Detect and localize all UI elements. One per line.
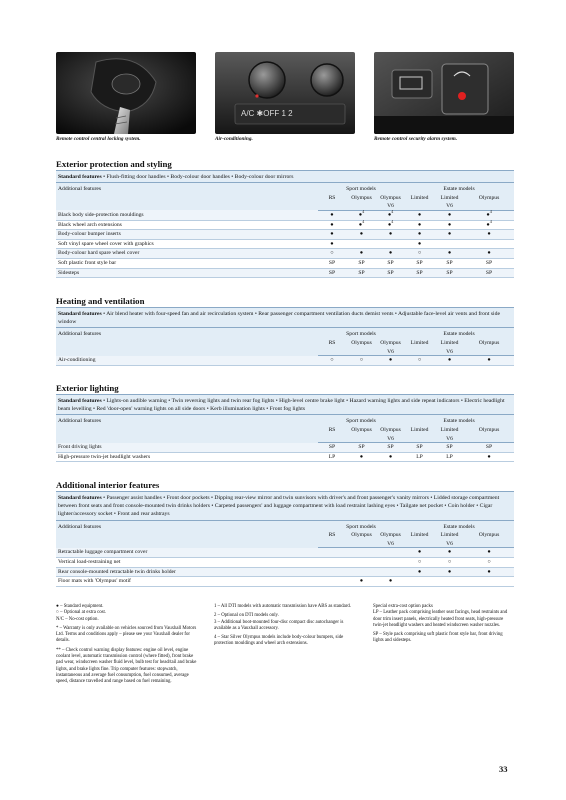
col-v6-suffix: V6 [377, 347, 404, 356]
feature-cell [404, 577, 435, 587]
col-rs: RS [328, 532, 336, 539]
col-v6-suffix: V6 [435, 434, 464, 443]
feature-value: ● [358, 221, 363, 228]
feature-cell [404, 239, 435, 249]
feature-cell [346, 567, 377, 577]
feature-cell [464, 258, 514, 268]
feature-value: ● [387, 211, 392, 218]
feature-label: Retractable luggage compartment cover [56, 548, 318, 558]
feature-cell [318, 249, 346, 259]
photo-remote-key [56, 52, 196, 134]
feature-cell [346, 239, 377, 249]
estate-models-header: Estate models [443, 186, 475, 193]
feature-cell [435, 577, 464, 587]
col-limited-v6: Limited [440, 340, 459, 346]
feature-cell [464, 268, 514, 278]
col-rs: RS [328, 194, 336, 201]
feature-label: High-pressure twin-jet headlight washers [56, 452, 318, 462]
feature-cell [318, 220, 346, 230]
features-table [56, 328, 514, 365]
feature-cell [346, 452, 377, 462]
feature-cell [318, 557, 346, 567]
estate-models-header: Estate models [443, 331, 475, 338]
col-v6-suffix: V6 [435, 201, 464, 210]
table-row [56, 230, 514, 240]
feature-cell [318, 548, 346, 558]
table-row [56, 210, 514, 220]
photo-air-conditioning [215, 52, 355, 134]
col-limited: Limited [410, 194, 429, 201]
feature-value: ○ [447, 558, 452, 565]
feature-label: Black body side-protection mouldings [56, 210, 318, 220]
feature-cell [435, 210, 464, 220]
col-limited: Limited [410, 427, 429, 433]
note: ** – Check control warning display features: engine oil level, engine coolant level, automatic transmission control (where fitted), front brake pad wear, windscreen washer fluid level, bulb test for head/tail and brake lights, and brake lights fine. Trip computer features: stopwatch, instantaneous and average fuel consumption, fuel consumed, average speed, distance travelled and range based on fuel remaining. [56, 647, 197, 685]
feature-cell [435, 230, 464, 240]
feature-value: ● [447, 549, 452, 556]
feature-cell [346, 548, 377, 558]
note: 4 – Star Silver Olympus models include body-colour bumpers, side protection mouldings and wheel arch extensions. [214, 635, 344, 647]
feature-value: ● [417, 221, 422, 228]
feature-value: ● [330, 221, 334, 228]
feature-cell [435, 443, 464, 453]
feature-label: Black wheel arch extensions [56, 220, 318, 230]
footnote-marker: 4 [391, 218, 394, 224]
col-v6-suffix: V6 [435, 539, 464, 548]
col-olympus: Olympus [351, 194, 372, 201]
feature-value: ● [358, 211, 363, 218]
section-heating [56, 296, 514, 366]
footnote-marker: 4 [362, 218, 365, 224]
table-row [56, 220, 514, 230]
col-olympus-v6: Olympus [380, 532, 401, 539]
table-row [56, 557, 514, 567]
feature-value: SP [328, 259, 336, 266]
feature-label: Air-conditioning [56, 356, 318, 366]
feature-value: ● [330, 231, 334, 238]
feature-value: ● [487, 549, 491, 556]
feature-value: ● [359, 453, 364, 460]
feature-cell [318, 239, 346, 249]
photo-caption: Air-conditioning. [215, 136, 253, 142]
feature-cell [318, 230, 346, 240]
table-row [56, 577, 514, 587]
feature-cell [464, 452, 514, 462]
feature-value: SP [358, 269, 365, 276]
table-row [56, 567, 514, 577]
table-row [56, 548, 514, 558]
feature-cell [346, 577, 377, 587]
feature-cell [435, 220, 464, 230]
note: ● – Standard equipment. [56, 604, 104, 609]
feature-cell [404, 258, 435, 268]
feature-cell [377, 557, 404, 567]
feature-value: ● [447, 231, 452, 238]
feature-cell [346, 220, 377, 230]
feature-cell [346, 557, 377, 567]
feature-cell [318, 258, 346, 268]
feature-cell [404, 548, 435, 558]
table-header-row [56, 328, 514, 338]
col-rs: RS [328, 340, 336, 346]
feature-cell [377, 577, 404, 587]
feature-cell [464, 249, 514, 259]
table-header-row [56, 183, 514, 193]
note: 2 – Optional on DTI models only. [214, 613, 279, 619]
feature-label: Body-colour hard spare wheel cover [56, 249, 318, 259]
feature-cell [346, 268, 377, 278]
feature-cell [404, 210, 435, 220]
col-olympus-v6: Olympus [380, 340, 401, 346]
feature-cell [318, 567, 346, 577]
col-olympus: Olympus [351, 340, 372, 346]
col-olympus-v6: Olympus [380, 194, 401, 201]
col-olympus-estate: Olympus [478, 427, 500, 433]
feature-value: LP [328, 453, 336, 460]
feature-cell [464, 230, 514, 240]
photo-strip [56, 52, 514, 134]
feature-cell [377, 249, 404, 259]
photo-caption: Remote control central locking system. [56, 136, 141, 142]
feature-cell [464, 443, 514, 453]
feature-value: ○ [487, 558, 491, 565]
feature-cell [377, 452, 404, 462]
notes-column-2 [214, 604, 354, 651]
feature-value: ● [387, 221, 392, 228]
feature-value: ● [330, 211, 334, 218]
standard-features-text: • Air blend heater with four-speed fan and air recirculation system • Rear passenger compartment ventilation ducts demist vents • Adjustable face-level air vents and front side window [58, 310, 500, 325]
feature-cell [318, 443, 346, 453]
footnote-marker: 4 [489, 218, 492, 224]
col-limited: Limited [410, 532, 429, 539]
feature-value: SP [328, 444, 336, 451]
feature-value: ● [487, 453, 491, 460]
col-rs: RS [328, 427, 336, 433]
col-limited-v6: Limited [440, 194, 459, 201]
additional-features-header: Additional features [58, 523, 102, 530]
photo-caption: Remote control security alarm system. [374, 136, 458, 142]
feature-cell [404, 557, 435, 567]
feature-value: SP [446, 269, 453, 276]
feature-value: SP [328, 269, 336, 276]
sport-models-header: Sport models [346, 186, 376, 193]
feature-value: ● [388, 578, 393, 585]
section-lighting [56, 383, 514, 462]
feature-label: Rear console-mounted retractable twin drinks holder [56, 567, 318, 577]
note: SP – Style pack comprising soft plastic front style bar, front driving lights and sidesteps. [373, 632, 503, 644]
col-olympus-v6: Olympus [380, 427, 401, 433]
col-limited-v6: Limited [440, 532, 459, 539]
feature-cell [318, 356, 346, 366]
feature-value: SP [485, 259, 493, 266]
standard-features-label: Standard features [58, 494, 102, 501]
note-heading: Special extra-cost option packs [373, 604, 433, 609]
feature-value: SP [358, 259, 365, 266]
col-v6-suffix: V6 [377, 434, 404, 443]
table-row [56, 356, 514, 366]
standard-features [56, 308, 514, 328]
feature-value: ○ [330, 357, 334, 364]
col-v6-suffix: V6 [435, 347, 464, 356]
feature-cell [464, 577, 514, 587]
feature-value: ● [487, 231, 491, 238]
feature-cell [464, 356, 514, 366]
feature-value: ● [487, 250, 491, 257]
feature-value: ● [487, 357, 491, 364]
col-v6-suffix: V6 [377, 539, 404, 548]
section-title: Additional interior features [56, 480, 514, 492]
notes-column-1 [56, 604, 198, 689]
feature-cell [346, 249, 377, 259]
table-header-row [56, 521, 514, 531]
standard-features [56, 171, 514, 183]
feature-cell [318, 210, 346, 220]
feature-value: ● [417, 240, 422, 247]
feature-value: ● [447, 250, 452, 257]
standard-features-text: • Lights-on audible warning • Twin reversing lights and twin rear fog lights • High-level centre brake light • Hazard warning lights and side repeat indicators • Electric headlight beam levelling • Red 'door-open' warning lights on all side doors • Kerb illumination lights • Front fog lights [58, 397, 505, 412]
estate-models-header: Estate models [443, 418, 475, 425]
col-olympus-estate: Olympus [478, 340, 500, 346]
feature-value: SP [485, 269, 493, 276]
feature-cell [377, 268, 404, 278]
feature-cell [435, 567, 464, 577]
table-row [56, 249, 514, 259]
sport-models-header: Sport models [346, 523, 376, 530]
table-row [56, 268, 514, 278]
feature-value: SP [358, 444, 365, 451]
col-limited: Limited [410, 340, 429, 346]
feature-value: ○ [417, 558, 422, 565]
feature-value: SP [416, 444, 423, 451]
feature-value: SP [387, 444, 394, 451]
feature-value: ● [417, 211, 422, 218]
feature-value: ● [486, 221, 490, 228]
feature-cell [318, 452, 346, 462]
feature-cell [346, 230, 377, 240]
feature-cell [377, 356, 404, 366]
note: N/C – No-cost option. [56, 616, 99, 622]
table-row [56, 452, 514, 462]
section-exterior [56, 159, 514, 278]
col-v6-suffix: V6 [377, 201, 404, 210]
feature-cell [346, 356, 377, 366]
feature-value: ● [359, 578, 364, 585]
feature-value: SP [387, 259, 394, 266]
standard-features-text: • Flush-fitting door handles • Body-colour door handles • Body-colour door mirrors [101, 173, 294, 180]
notes-column-3 [373, 604, 514, 648]
page-number: 33 [499, 764, 508, 774]
feature-value: ○ [359, 357, 364, 364]
feature-cell [464, 220, 514, 230]
note: * – Warranty is only available on vehicles sourced from Vauxhall Motors Ltd. Terms and conditions apply – please see your Vauxhall dealer for details. [56, 625, 197, 644]
note: ○ – Optional at extra cost. [56, 610, 107, 616]
feature-cell [435, 548, 464, 558]
feature-value: ● [487, 568, 491, 575]
sport-models-header: Sport models [346, 418, 376, 425]
col-olympus: Olympus [351, 427, 372, 433]
feature-value: ○ [417, 250, 422, 257]
section-title: Exterior lighting [56, 383, 514, 395]
feature-value: SP [416, 259, 423, 266]
feature-cell [404, 567, 435, 577]
feature-value: ● [486, 211, 490, 218]
feature-cell [404, 220, 435, 230]
feature-cell [464, 557, 514, 567]
feature-value: ● [388, 453, 393, 460]
section-title: Exterior protection and styling [56, 159, 514, 171]
feature-cell [318, 577, 346, 587]
feature-value: ● [417, 568, 422, 575]
col-limited-v6: Limited [440, 427, 459, 433]
features-table [56, 183, 514, 278]
additional-features-header: Additional features [58, 331, 102, 338]
feature-cell [464, 548, 514, 558]
feature-cell [346, 258, 377, 268]
feature-cell [404, 356, 435, 366]
feature-cell [377, 230, 404, 240]
feature-label: Vertical load-restraining net [56, 557, 318, 567]
feature-cell [435, 356, 464, 366]
table-row [56, 258, 514, 268]
note: 3 – Additional boot-mounted four-disc compact disc autochanger is available as a Vauxhall accessory. [214, 619, 344, 631]
standard-features-text: • Passenger assist handles • Front door pockets • Dipping rear-view mirror and twin sunvisors with driver's and front passenger's vanity mirrors • Lidded storage compartment between front seats and front console-mounted twin drinks holders • Carpeted passengers' and luggage compartment with load restraint lashing eyes • Tailgate net pocket • Coin holder • Cigar lighter/accessory socket • Front and rear ashtrays [58, 494, 500, 517]
feature-cell [318, 268, 346, 278]
feature-value: SP [446, 444, 453, 451]
feature-value: ● [359, 231, 364, 238]
feature-cell [435, 258, 464, 268]
feature-cell [464, 239, 514, 249]
feature-label: Sidesteps [56, 268, 318, 278]
features-table [56, 415, 514, 462]
standard-features-label: Standard features [58, 310, 102, 317]
feature-value: SP [416, 269, 423, 276]
feature-cell [404, 452, 435, 462]
feature-value: SP [387, 269, 394, 276]
feature-label: Floor mats with 'Olympus' motif [56, 577, 318, 587]
feature-label: Body-colour bumper inserts [56, 230, 318, 240]
feature-cell [435, 557, 464, 567]
feature-value: ● [388, 357, 393, 364]
feature-value: SP [485, 444, 493, 451]
feature-value: ● [417, 549, 422, 556]
note: LP – Leather pack comprising leather seat facings, head restraints and door trim insert panels, electrically heated front seats, high-pressure twin-jet headlight washers and heated windscreen washer nozzles. [373, 610, 508, 628]
feature-cell [404, 230, 435, 240]
feature-cell [435, 249, 464, 259]
feature-value: LP [416, 453, 423, 460]
feature-cell [404, 443, 435, 453]
note: 1 – All DTI models with automatic transmission have ABS as standard. [214, 604, 351, 609]
feature-value: LP [446, 453, 453, 460]
standard-features-label: Standard features [58, 397, 102, 404]
col-olympus-estate: Olympus [478, 194, 500, 201]
feature-cell [435, 239, 464, 249]
feature-cell [404, 268, 435, 278]
table-header-row [56, 415, 514, 425]
feature-cell [377, 258, 404, 268]
estate-models-header: Estate models [443, 523, 475, 530]
feature-value: ● [417, 231, 422, 238]
feature-cell [435, 268, 464, 278]
feature-cell [377, 443, 404, 453]
feature-cell [435, 452, 464, 462]
feature-value: ○ [417, 357, 422, 364]
features-table [56, 521, 514, 587]
feature-value: ● [447, 357, 452, 364]
section-interior [56, 480, 514, 587]
standard-features-label: Standard features [58, 173, 102, 180]
feature-cell [377, 220, 404, 230]
section-title: Heating and ventilation [56, 296, 514, 308]
photo-security-alarm [374, 52, 514, 134]
table-row [56, 239, 514, 249]
feature-label: Front driving lights [56, 443, 318, 453]
feature-value: ○ [330, 250, 334, 257]
col-olympus: Olympus [351, 532, 372, 539]
footnote-marker: 4 [391, 209, 394, 215]
feature-cell [404, 249, 435, 259]
feature-label: Soft plastic front style bar [56, 258, 318, 268]
feature-cell [346, 443, 377, 453]
feature-value: ● [359, 250, 364, 257]
feature-value: ● [330, 240, 334, 247]
feature-value: ● [388, 231, 393, 238]
sport-models-header: Sport models [346, 331, 376, 338]
feature-value: SP [446, 259, 453, 266]
svg-text:A/C ✱OFF 1 2: A/C ✱OFF 1 2 [241, 109, 293, 118]
feature-cell [377, 239, 404, 249]
standard-features [56, 395, 514, 415]
feature-label: Soft vinyl spare wheel cover with graphics [56, 239, 318, 249]
additional-features-header: Additional features [58, 418, 102, 425]
table-row [56, 443, 514, 453]
footnote-marker: 4 [362, 209, 365, 215]
feature-value: ● [388, 250, 393, 257]
additional-features-header: Additional features [58, 186, 102, 193]
feature-value: ● [447, 211, 452, 218]
footnote-marker: 4 [489, 209, 492, 215]
feature-value: ● [447, 221, 452, 228]
feature-cell [377, 567, 404, 577]
feature-value: ● [447, 568, 452, 575]
feature-cell [377, 548, 404, 558]
feature-cell [464, 567, 514, 577]
col-olympus-estate: Olympus [478, 532, 500, 539]
standard-features [56, 492, 514, 521]
